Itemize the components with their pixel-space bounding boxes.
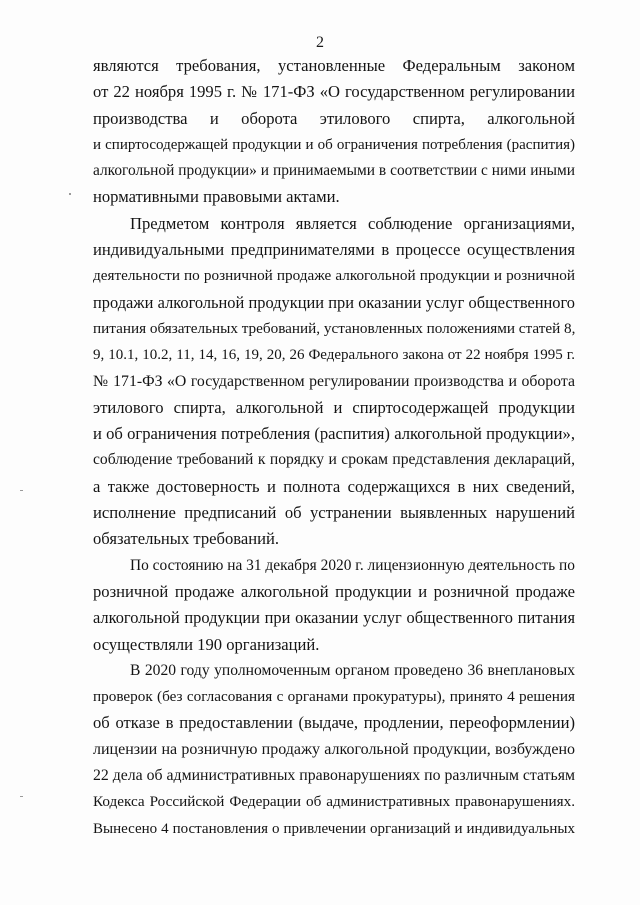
text-line: производства и оборота этилового спирта, алкогольной	[93, 108, 575, 128]
text-line: Предметом контроля является соблюдение организациями,	[130, 213, 575, 233]
text-line: исполнение предписаний об устранении выявленных нарушений	[93, 503, 575, 523]
text-line: а также достоверность и полнота содержащихся в них сведений,	[93, 476, 575, 496]
text-line: алкогольной продукции» и принимаемыми в соответствии с ними иными	[93, 162, 575, 180]
text-line: питания обязательных требований, установленных положениями статей 8,	[93, 319, 575, 337]
text-line: осуществляли 190 организаций.	[93, 634, 320, 654]
text-line: В 2020 году уполномоченным органом проведено 36 внеплановых	[130, 661, 575, 679]
text-line: розничной продаже алкогольной продукции и розничной продаже	[93, 581, 575, 601]
paragraph-1	[93, 53, 575, 211]
scan-speck	[20, 490, 23, 491]
text-line: и спиртосодержащей продукции и об ограничения потребления (распития)	[93, 136, 575, 153]
text-line: соблюдение требований к порядку и срокам представления деклараций,	[93, 451, 575, 469]
text-line: этилового спирта, алкогольной и спиртосодержащей продукции	[93, 397, 575, 417]
text-line: от 22 ноября 1995 г. № 171-ФЗ «О государственном регулировании	[93, 82, 575, 102]
document-body	[93, 53, 575, 842]
scan-speck	[20, 796, 23, 797]
text-line: Кодекса Российской Федерации об административных правонарушениях.	[93, 793, 575, 811]
text-line: продажи алкогольной продукции при оказании услуг общественного	[93, 292, 575, 312]
text-line: обязательных требований.	[93, 529, 280, 549]
text-line: нормативными правовыми актами.	[93, 187, 340, 207]
text-line: По состоянию на 31 декабря 2020 г. лицензионную деятельность по	[130, 556, 575, 574]
text-line: лицензии на розничную продажу алкогольной продукции, возбуждено	[93, 740, 575, 758]
paragraph-2	[93, 211, 575, 553]
text-line: Вынесено 4 постановления о привлечении организаций и индивидуальных	[93, 820, 575, 837]
text-line: и об ограничения потребления (распития) алкогольной продукции»,	[93, 424, 575, 444]
text-line: алкогольной продукции при оказании услуг общественного питания	[93, 608, 575, 628]
text-line: индивидуальными предпринимателями в процессе осуществления	[93, 240, 575, 260]
text-line: № 171-ФЗ «О государственном регулировании производства и оборота	[93, 372, 575, 390]
text-line: об отказе в предоставлении (выдаче, продлении, переоформлении)	[93, 713, 575, 733]
paragraph-4	[93, 658, 575, 842]
text-line: являются требования, установленные Федеральным законом	[93, 56, 575, 75]
paragraph-3	[93, 553, 575, 658]
text-line: проверок (без согласования с органами прокуратуры), принято 4 решения	[93, 688, 575, 706]
scan-speck	[69, 193, 71, 195]
text-line: деятельности по розничной продаже алкогольной продукции и розничной	[93, 267, 575, 285]
text-line: 9, 10.1, 10.2, 11, 14, 16, 19, 20, 26 Федерального закона от 22 ноября 1995 г.	[93, 347, 575, 364]
text-line: 22 дела об административных правонарушениях по различным статьям	[93, 767, 575, 785]
page-number: 2	[316, 34, 324, 51]
